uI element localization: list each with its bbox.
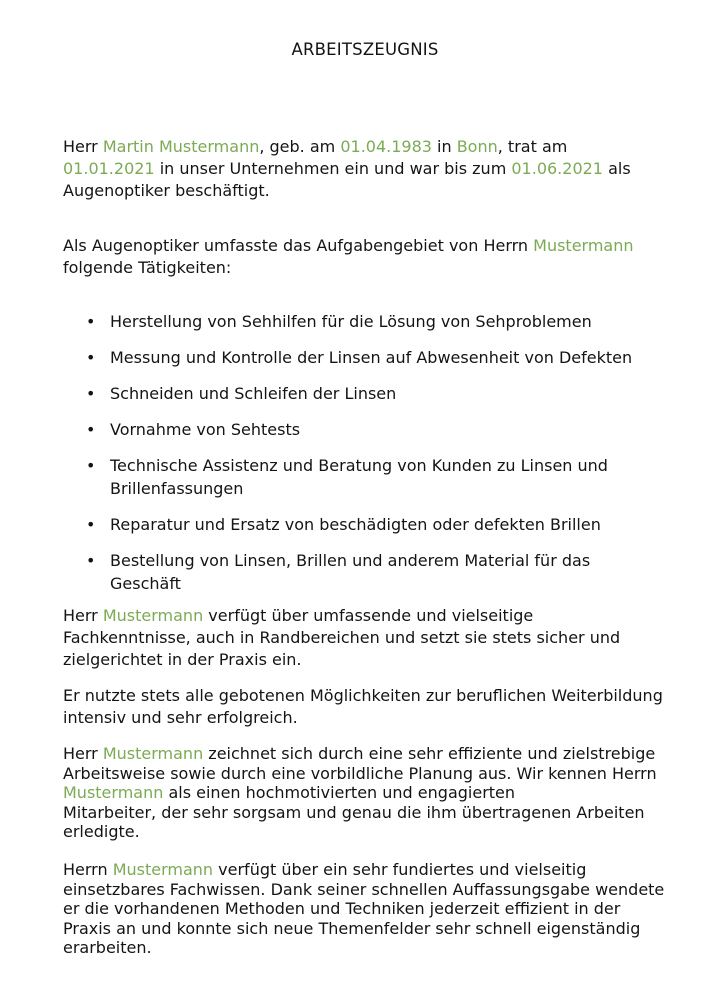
- employee-name: Martin Mustermann: [102, 137, 260, 156]
- birth-date: 01.04.1983: [340, 137, 432, 156]
- end-date: 01.06.2021: [511, 159, 603, 178]
- list-item: • Messung und Kontrolle der Linsen auf Abwesenheit von Defekten: [63, 346, 683, 369]
- document-title: ARBEITSZEUGNIS: [291, 40, 439, 59]
- list-item: • Reparatur und Ersatz von beschädigten oder defekten Brillen: [63, 513, 683, 536]
- employee-surname: Mustermann: [102, 744, 204, 763]
- tasks-intro-paragraph: Als Augenoptiker umfasste das Aufgabengebiet von Herrn Mustermann folgende Tätigkeiten:: [63, 236, 634, 277]
- list-item: • Schneiden und Schleifen der Linsen: [63, 382, 683, 405]
- expertise-paragraph: Herr Mustermann verfügt über umfassende und vielseitige Fachkenntnisse, auch in Randbereichen und setzt sie stets sicher und zielgerichtet in der Praxis ein.: [63, 606, 621, 669]
- list-item: • Bestellung von Linsen, Brillen und anderem Material für das Geschäft: [63, 549, 683, 595]
- task-list: [63, 310, 683, 595]
- training-paragraph: Er nutzte stets alle gebotenen Möglichkeiten zur beruflichen Weiterbildung intensiv und sehr erfolgreich.: [63, 686, 663, 727]
- work-style-paragraph: Herr Mustermann zeichnet sich durch eine sehr effiziente und zielstrebige Arbeitsweise sowie durch eine vorbildliche Planung aus. Wir kennen Herrn Mustermann als einen hochmotivierten und engagierten Mitarbeiter, der sehr sorgsam und genau die ihm übertragenen Arbeiten erledigte.: [63, 744, 657, 841]
- employee-surname: Mustermann: [102, 606, 204, 625]
- list-item: • Vornahme von Sehtests: [63, 418, 683, 441]
- employee-surname: Mustermann: [533, 236, 634, 255]
- knowledge-paragraph: Herrn Mustermann verfügt über ein sehr fundiertes und vielseitig einsetzbares Fachwissen. Dank seiner schnellen Auffassungsgabe wendete er die vorhandenen Methoden und Techniken jederzeit effizient in der Praxis an und konnte sich neue Themenfelder sehr schnell eigenständig erarbeiten.: [63, 860, 665, 957]
- list-item: • Technische Assistenz und Beratung von Kunden zu Linsen und Brillenfassungen: [63, 454, 683, 500]
- employee-surname: Mustermann: [63, 783, 164, 802]
- intro-paragraph: Herr Martin Mustermann, geb. am 01.04.1983 in Bonn, trat am 01.01.2021 in unser Unternehmen ein und war bis zum 01.06.2021 als Augenoptiker beschäftigt.: [63, 137, 631, 200]
- start-date: 01.01.2021: [63, 159, 155, 178]
- birth-place: Bonn: [456, 137, 498, 156]
- employee-surname: Mustermann: [112, 860, 214, 879]
- list-item: • Herstellung von Sehhilfen für die Lösung von Sehproblemen: [63, 310, 683, 333]
